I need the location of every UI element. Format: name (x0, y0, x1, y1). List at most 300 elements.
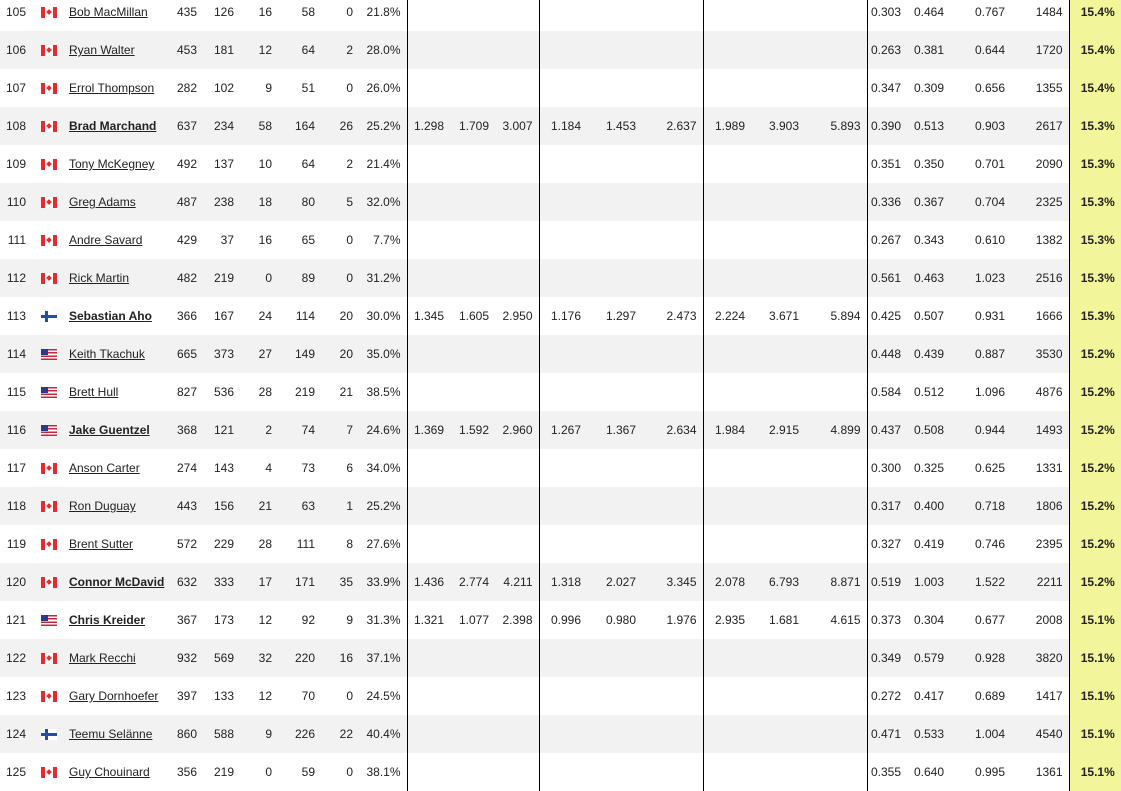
table-row (0, 259, 1121, 297)
stat-cell-e2: 2.774 (450, 563, 495, 601)
stat-cell-g4: 3530 (1011, 335, 1069, 373)
stat-cell-g3: 0.928 (950, 639, 1011, 677)
player-link[interactable]: Brett Hull (69, 385, 119, 399)
stat-cell-e3 (495, 715, 539, 753)
stat-cell-c3: 18 (240, 183, 278, 221)
stat-cell-c1: 492 (176, 157, 197, 171)
stat-cell-e7 (703, 69, 751, 107)
stat-cell-c3: 2 (240, 411, 278, 449)
stat-cell-c5: 21 (339, 385, 353, 399)
flag-cell (30, 0, 68, 31)
stat-cell-e7 (703, 221, 751, 259)
rank-cell: 107 (5, 81, 26, 95)
stat-cell-e8 (751, 677, 805, 715)
player-link[interactable]: Mark Recchi (69, 651, 136, 665)
stat-cell-g4: 3820 (1011, 639, 1069, 677)
flag-cell (30, 183, 68, 221)
rank-cell: 115 (6, 385, 26, 399)
stat-cell-c1: 487 (169, 183, 203, 221)
stat-cell-c4: 164 (278, 107, 321, 145)
flag-cell (30, 449, 68, 487)
stat-cell-c5: 26 (321, 107, 359, 145)
flag-cell (30, 525, 68, 563)
player-name-cell (68, 297, 169, 335)
stat-cell-g1: 0.349 (867, 639, 907, 677)
stat-cell-e8 (751, 373, 805, 411)
stat-cell-c6: 25.2% (359, 487, 407, 525)
percentage-cell: 15.3% (1069, 259, 1121, 297)
stat-cell-c2: 143 (213, 461, 234, 475)
player-link[interactable]: Brent Sutter (69, 537, 134, 551)
stat-cell-e9 (805, 525, 867, 563)
stat-cell-e6: 2.637 (642, 107, 703, 145)
stat-cell-c6: 33.9% (359, 563, 407, 601)
player-link[interactable]: Andre Savard (69, 233, 143, 247)
stat-cell-c2: 156 (203, 487, 240, 525)
stat-cell-c1: 397 (176, 689, 197, 703)
stat-cell-e2 (450, 221, 495, 259)
stat-cell-e3 (495, 0, 539, 31)
stat-cell-g3: 0.944 (950, 411, 1011, 449)
stat-cell-e5: 1.367 (587, 411, 642, 449)
stat-cell-e4 (539, 335, 587, 373)
player-link[interactable]: Gary Dornhoefer (69, 689, 159, 703)
stat-cell-g1: 0.327 (867, 525, 907, 563)
stat-cell-e6 (642, 449, 703, 487)
canada-flag-icon (41, 197, 57, 208)
player-link[interactable]: Anson Carter (69, 461, 140, 475)
stat-cell-e2: 1.709 (450, 107, 495, 145)
player-name-cell (68, 639, 169, 677)
stat-cell-c4: 63 (278, 487, 321, 525)
player-name-cell (68, 0, 169, 31)
stat-cell-e5 (587, 31, 642, 69)
rank-cell: 124 (0, 715, 30, 753)
stat-cell-e1 (407, 145, 450, 183)
stat-cell-e9 (805, 335, 867, 373)
stat-cell-e9: 5.894 (830, 309, 861, 323)
stat-cell-g1: 0.300 (867, 449, 907, 487)
stat-cell-c2: 37 (220, 233, 234, 247)
table-row (0, 601, 1121, 639)
stat-cell-c5: 16 (321, 639, 359, 677)
flag-cell (30, 715, 68, 753)
stat-cell-c6: 35.0% (359, 335, 407, 373)
stat-cell-g2: 0.533 (907, 715, 950, 753)
stat-cell-e8: 3.671 (768, 309, 799, 323)
stat-cell-c6: 30.0% (366, 309, 401, 323)
stat-cell-c1: 860 (169, 715, 203, 753)
table-row (0, 563, 1121, 601)
stat-cell-e2 (450, 715, 495, 753)
stat-cell-c5: 20 (321, 335, 359, 373)
stat-cell-c6: 25.2% (359, 107, 407, 145)
stat-cell-e4 (539, 715, 587, 753)
stat-cell-c4: 70 (301, 689, 315, 703)
stat-cell-g1: 0.437 (867, 411, 907, 449)
stat-cell-c2: 238 (203, 183, 240, 221)
stat-cell-e7 (703, 183, 751, 221)
stat-cell-c3: 27 (240, 335, 278, 373)
stat-cell-e7 (703, 487, 751, 525)
player-link[interactable]: Connor McDavid (69, 575, 165, 589)
stat-cell-e4 (539, 677, 587, 715)
stat-cell-e6 (642, 221, 703, 259)
stat-cell-c3: 16 (258, 5, 272, 19)
stat-cell-e6 (642, 525, 703, 563)
stat-cell-e5 (587, 753, 642, 791)
stat-cell-g4: 1806 (1011, 487, 1069, 525)
stat-cell-e5: 1.297 (605, 309, 636, 323)
stat-cell-e3: 2.398 (502, 613, 533, 627)
stat-cell-e5 (587, 335, 642, 373)
percentage-cell: 15.2% (1069, 525, 1121, 563)
player-link[interactable]: Chris Kreider (69, 613, 146, 627)
canada-flag-icon (41, 539, 57, 550)
stat-cell-c6: 38.5% (366, 385, 401, 399)
flag-cell (30, 487, 68, 525)
stat-cell-g1: 0.471 (867, 715, 907, 753)
stat-cell-c6: 31.3% (366, 613, 401, 627)
stat-cell-e4 (539, 449, 587, 487)
stat-cell-c3: 28 (258, 537, 272, 551)
percentage-cell: 15.2% (1069, 335, 1121, 373)
stat-cell-e8 (751, 335, 805, 373)
stat-cell-c4: 64 (278, 31, 321, 69)
table-row (0, 411, 1121, 449)
table-row (0, 107, 1121, 145)
stat-cell-e2 (450, 145, 495, 183)
stat-cell-e1 (407, 487, 450, 525)
stat-cell-c2: 137 (213, 157, 234, 171)
stat-cell-c5: 2 (346, 157, 353, 171)
stat-cell-c4: 149 (278, 335, 321, 373)
flag-cell (30, 677, 68, 715)
stat-cell-e4 (539, 0, 587, 31)
stat-cell-c4: 171 (278, 563, 321, 601)
stat-cell-c4: 111 (296, 537, 315, 551)
table-row (0, 753, 1121, 791)
stat-cell-e1 (407, 0, 450, 31)
player-name-cell (68, 411, 169, 449)
stat-cell-e6 (642, 183, 703, 221)
player-link[interactable]: Brad Marchand (69, 119, 157, 133)
stat-cell-e2 (450, 259, 495, 297)
stat-cell-c3: 12 (240, 31, 278, 69)
player-name-cell (68, 31, 169, 69)
stat-cell-e3 (495, 221, 539, 259)
stat-cell-g3: 0.656 (974, 81, 1005, 95)
flag-cell (30, 31, 68, 69)
stat-cell-g4: 4876 (1035, 385, 1063, 399)
stat-cell-c6: 34.0% (366, 461, 401, 475)
stat-cell-g1: 0.303 (867, 0, 907, 31)
stat-cell-g4: 2516 (1011, 259, 1069, 297)
percentage-cell: 15.1% (1069, 601, 1121, 639)
stat-cell-g4: 1484 (1035, 5, 1063, 19)
stat-cell-e6 (642, 0, 703, 31)
stat-cell-e1 (407, 221, 450, 259)
rank-cell: 122 (0, 639, 30, 677)
stat-cell-c3: 17 (240, 563, 278, 601)
canada-flag-icon (41, 159, 57, 170)
rank-cell: 105 (5, 5, 26, 19)
stat-cell-c5: 5 (321, 183, 359, 221)
table-row (0, 525, 1121, 563)
stat-cell-c5: 0 (346, 233, 353, 247)
player-link[interactable]: Teemu Selänne (69, 727, 153, 741)
canada-flag-icon (41, 577, 57, 588)
stat-cell-e1 (407, 31, 450, 69)
rank-cell: 120 (0, 563, 30, 601)
rank-cell: 108 (0, 107, 30, 145)
stat-cell-c6: 28.0% (359, 31, 407, 69)
stat-cell-e2 (450, 69, 495, 107)
stat-cell-c3: 9 (240, 715, 278, 753)
stat-cell-c2: 126 (213, 5, 234, 19)
stat-cell-e6 (642, 259, 703, 297)
stat-cell-g4: 1493 (1011, 411, 1069, 449)
stat-cell-e5: 1.453 (587, 107, 642, 145)
stat-cell-e7: 2.935 (703, 601, 751, 639)
table-row (0, 183, 1121, 221)
stat-cell-c4: 219 (294, 385, 315, 399)
stat-cell-e6: 1.976 (666, 613, 697, 627)
stat-cell-c1: 366 (176, 309, 197, 323)
stat-cell-c5: 20 (339, 309, 353, 323)
stat-cell-e1 (407, 525, 450, 563)
stat-cell-c1: 368 (169, 411, 203, 449)
stat-cell-g2: 0.419 (913, 537, 944, 551)
stat-cell-c2: 173 (213, 613, 234, 627)
stat-cell-c1: 443 (169, 487, 203, 525)
percentage-cell: 15.1% (1069, 639, 1121, 677)
stat-cell-e8 (751, 259, 805, 297)
stat-cell-e9 (805, 487, 867, 525)
stat-cell-c6: 24.5% (366, 689, 401, 703)
player-link[interactable]: Keith Tkachuk (69, 347, 145, 361)
flag-cell (30, 335, 68, 373)
stat-cell-c3: 16 (258, 233, 272, 247)
player-name-cell (68, 373, 169, 411)
stat-cell-e2 (450, 677, 495, 715)
player-link[interactable]: Errol Thompson (69, 81, 155, 95)
stat-cell-e7 (703, 373, 751, 411)
stat-cell-g1: 0.561 (867, 259, 907, 297)
rank-cell: 106 (0, 31, 30, 69)
player-name-cell (68, 449, 169, 487)
usa-flag-icon (41, 425, 57, 436)
stat-cell-e4: 0.996 (539, 601, 587, 639)
stat-cell-e3 (495, 449, 539, 487)
table-row (0, 373, 1121, 411)
stat-cell-g2: 0.463 (907, 259, 950, 297)
stat-cell-e2 (450, 335, 495, 373)
stat-cell-e2 (450, 525, 495, 563)
stat-cell-g2: 0.325 (913, 461, 944, 475)
canada-flag-icon (41, 273, 57, 284)
stat-cell-e5 (587, 221, 642, 259)
percentage-cell: 15.1% (1069, 753, 1121, 791)
stat-cell-e2: 1.592 (450, 411, 495, 449)
stat-cell-e3 (495, 525, 539, 563)
stat-cell-e3: 4.211 (495, 563, 539, 601)
percentage-cell: 15.2% (1069, 487, 1121, 525)
stat-cell-g4: 2325 (1011, 183, 1069, 221)
stat-cell-e5: 2.027 (587, 563, 642, 601)
stat-cell-c3: 24 (258, 309, 272, 323)
stat-cell-e7 (703, 753, 751, 791)
table-row (0, 221, 1121, 259)
player-name-cell (68, 525, 169, 563)
player-link[interactable]: Ryan Walter (69, 43, 135, 57)
stat-cell-c1: 637 (169, 107, 203, 145)
player-link[interactable]: Tony McKegney (69, 157, 155, 171)
stat-cell-e8 (751, 0, 805, 31)
stat-cell-c6: 40.4% (359, 715, 407, 753)
stat-cell-c2: 167 (213, 309, 234, 323)
flag-cell (30, 639, 68, 677)
stat-cell-g3: 0.931 (974, 309, 1005, 323)
stat-cell-c5: 1 (321, 487, 359, 525)
player-link[interactable]: Sebastian Aho (69, 309, 152, 323)
stat-cell-c1: 282 (176, 81, 197, 95)
stat-cell-c5: 0 (321, 259, 359, 297)
flag-cell (30, 563, 68, 601)
stat-cell-c5: 9 (346, 613, 353, 627)
stat-cell-e8: 6.793 (751, 563, 805, 601)
stat-cell-g3: 0.625 (974, 461, 1005, 475)
stat-cell-e8: 1.681 (768, 613, 799, 627)
stat-cell-e2 (450, 0, 495, 31)
stat-cell-e5 (587, 449, 642, 487)
stat-cell-e7 (703, 449, 751, 487)
stat-cell-c5: 35 (321, 563, 359, 601)
stat-cell-c2: 234 (203, 107, 240, 145)
stat-cell-c3: 0 (265, 765, 272, 779)
player-link[interactable]: Guy Chouinard (69, 765, 150, 779)
stat-cell-e2: 1.077 (458, 613, 489, 627)
stat-cell-e9 (805, 753, 867, 791)
stat-cell-g2: 0.400 (907, 487, 950, 525)
stat-cell-g3: 0.903 (950, 107, 1011, 145)
percentage-cell: 15.4% (1069, 0, 1121, 31)
stat-cell-c4: 73 (301, 461, 315, 475)
stat-cell-e4 (539, 373, 587, 411)
stat-cell-g4: 1382 (1035, 233, 1063, 247)
stat-cell-e7 (703, 259, 751, 297)
stat-cell-e5: 0.980 (605, 613, 636, 627)
table-row (0, 335, 1121, 373)
stat-cell-e9 (805, 31, 867, 69)
stat-cell-e6 (642, 69, 703, 107)
stat-cell-c5: 6 (346, 461, 353, 475)
stat-cell-e4 (539, 259, 587, 297)
percentage-cell: 15.2% (1069, 411, 1121, 449)
stat-cell-e6 (642, 145, 703, 183)
player-name-cell (68, 335, 169, 373)
stat-cell-e7 (703, 639, 751, 677)
stat-cell-c1: 367 (176, 613, 197, 627)
rank-cell: 109 (5, 157, 26, 171)
table-row (0, 0, 1121, 31)
stat-cell-c6: 32.0% (359, 183, 407, 221)
stat-cell-c4: 226 (278, 715, 321, 753)
stat-cell-e1 (407, 183, 450, 221)
stat-cell-e1: 1.436 (407, 563, 450, 601)
percentage-cell: 15.4% (1069, 31, 1121, 69)
stat-cell-e7 (703, 677, 751, 715)
stat-cell-e9 (805, 639, 867, 677)
stat-cell-g3: 0.767 (974, 5, 1005, 19)
stat-cell-e6 (642, 487, 703, 525)
stat-cell-e8 (751, 183, 805, 221)
rank-cell: 112 (0, 259, 30, 297)
stat-cell-e2 (450, 373, 495, 411)
stat-cell-g3: 0.887 (950, 335, 1011, 373)
stat-cell-g1: 0.519 (867, 563, 907, 601)
stat-cell-e4 (539, 753, 587, 791)
stat-cell-c1: 356 (176, 765, 197, 779)
stat-cell-g4: 2395 (1035, 537, 1063, 551)
stat-cell-c4: 220 (278, 639, 321, 677)
canada-flag-icon (41, 501, 57, 512)
stat-cell-e3 (495, 31, 539, 69)
stat-cell-g2: 0.464 (913, 5, 944, 19)
player-name-cell (68, 715, 169, 753)
stat-cell-c1: 572 (176, 537, 197, 551)
stat-cell-e9 (805, 69, 867, 107)
table-row (0, 297, 1121, 335)
player-link[interactable]: Greg Adams (69, 195, 136, 209)
stat-cell-g2: 0.640 (913, 765, 944, 779)
stat-cell-g4: 1331 (1035, 461, 1063, 475)
flag-cell (30, 373, 68, 411)
stat-cell-g2: 1.003 (907, 563, 950, 601)
flag-cell (30, 107, 68, 145)
stat-cell-c6: 31.2% (359, 259, 407, 297)
stat-cell-c5: 8 (346, 537, 353, 551)
stat-cell-c2: 102 (213, 81, 234, 95)
stat-cell-c2: 121 (203, 411, 240, 449)
stat-cell-e9 (805, 715, 867, 753)
player-link[interactable]: Rick Martin (69, 271, 130, 285)
stat-cell-e3 (495, 373, 539, 411)
stat-cell-g3: 0.701 (974, 157, 1005, 171)
stat-cell-g4: 2617 (1011, 107, 1069, 145)
flag-cell (30, 297, 68, 335)
canada-flag-icon (41, 235, 57, 246)
stat-cell-g1: 0.355 (867, 753, 907, 791)
stat-cell-e6: 2.634 (642, 411, 703, 449)
stat-cell-c4: 92 (301, 613, 315, 627)
player-link[interactable]: Ron Duguay (69, 499, 136, 513)
player-link[interactable]: Bob MacMillan (69, 5, 148, 19)
player-link[interactable]: Jake Guentzel (69, 423, 150, 437)
rank-cell: 116 (0, 411, 30, 449)
stat-cell-g4: 1355 (1035, 81, 1063, 95)
stat-cell-g2: 0.304 (913, 613, 944, 627)
stat-cell-e6 (642, 335, 703, 373)
stat-cell-e8 (751, 639, 805, 677)
stat-cell-c4: 59 (301, 765, 315, 779)
stat-cell-e5 (587, 259, 642, 297)
table-row (0, 449, 1121, 487)
rank-cell: 125 (5, 765, 26, 779)
stat-cell-c2: 181 (203, 31, 240, 69)
usa-flag-icon (41, 615, 57, 626)
stat-cell-c1: 274 (176, 461, 197, 475)
